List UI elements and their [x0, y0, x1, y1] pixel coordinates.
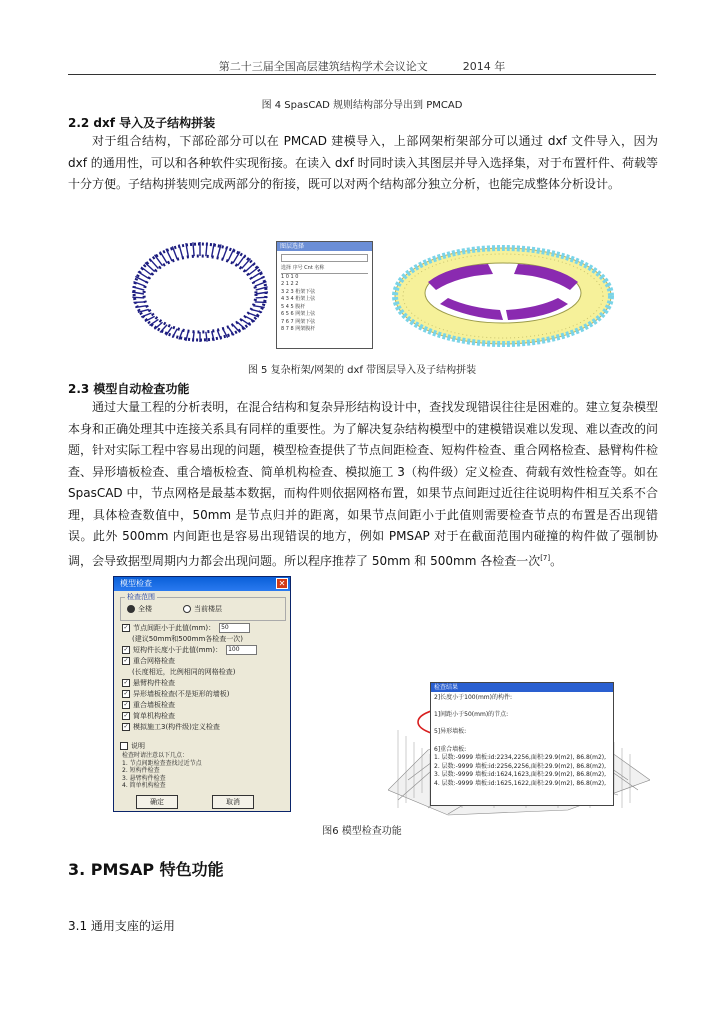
truss-member	[141, 313, 151, 317]
section-2-3-heading: 2.3 模型自动检查功能	[68, 382, 190, 396]
log-line: 5]异形墙板:	[434, 728, 467, 736]
check-item[interactable]: ✓ 异形墙板检查(不是矩形的墙板)	[123, 690, 230, 698]
figure5-layer-dialog	[276, 241, 373, 349]
truss-member	[217, 330, 221, 339]
checkbox-icon: ✓	[123, 712, 129, 719]
truss-member	[179, 244, 183, 257]
figure4-caption: 图 4 SpasCAD 规则结构部分导出到 PMCAD	[261, 100, 463, 111]
check-item[interactable]: ✓ 重合网格检查	[123, 657, 175, 665]
notes-list	[120, 752, 286, 790]
close-icon[interactable]: ✕	[276, 578, 288, 589]
layer-table-row[interactable]: 3 2 3 桁架下弦	[281, 288, 316, 295]
check-items	[122, 623, 286, 733]
checkbox-icon: ✓	[123, 723, 129, 730]
check-item[interactable]: ✓ 短构件长度小于此值(mm)： 100	[122, 645, 286, 656]
layer-table-row[interactable]: 6 5 6 网架上弦	[281, 311, 316, 317]
dialog-titlebar	[114, 577, 290, 591]
page-header	[0, 58, 724, 74]
layer-dialog-filter[interactable]	[281, 254, 368, 262]
radio-icon	[127, 605, 135, 613]
citation-7: [7]	[540, 553, 551, 562]
truss-member	[256, 297, 268, 298]
truss-member	[248, 267, 258, 275]
checkbox-icon: ✓	[123, 624, 129, 631]
figure6-caption: 图6 模型检查功能	[322, 826, 402, 837]
note-line: 4. 简单机构检查	[122, 782, 166, 789]
section-2-2-heading: 2.2 dxf 导入及子结构拼装	[68, 116, 216, 130]
ok-button[interactable]: 确定	[136, 795, 178, 809]
layer-table-row[interactable]: 1 0 1 0	[281, 273, 299, 280]
check-result-window	[430, 682, 614, 806]
truss-member	[132, 287, 144, 290]
check-item[interactable]: ✓ 节点间距小于此值(mm)： 50	[122, 623, 286, 634]
log-line: 2. 层数:-9999 墙板:id:2256,2256,面积:29.9(m2), 86.8(m2),	[434, 762, 607, 770]
result-log	[431, 692, 613, 791]
truss-member	[141, 267, 151, 275]
checkbox-icon	[120, 742, 128, 750]
note-line: 检查时请注意以下几点：	[122, 752, 189, 759]
truss-member	[160, 252, 167, 264]
truss-member	[132, 297, 144, 298]
log-line: 6]重合墙板:	[434, 745, 467, 753]
header-title: 第二十三届全国高层建筑结构学术会议论文	[218, 60, 428, 73]
checkbox-icon: ✓	[123, 657, 129, 664]
notes-toggle[interactable]: 说明	[120, 741, 286, 752]
log-line: 3. 层数:-9999 墙板:id:1624,1623,面积:29.9(m2), 86.8(m2),	[434, 771, 607, 779]
threshold-input[interactable]: 50	[219, 623, 250, 633]
check-item[interactable]: ✓ 重合墙板检查	[123, 701, 175, 709]
stadium-drawing	[395, 248, 611, 344]
scope-group-label: 检查范围	[127, 593, 155, 601]
truss-member	[138, 272, 149, 279]
result-window-title: 检查结果	[431, 683, 613, 692]
threshold-input[interactable]: 100	[226, 645, 257, 655]
layer-table	[281, 265, 368, 334]
figure5-ring-truss	[128, 236, 273, 348]
truss-member	[245, 316, 255, 321]
figure5-caption: 图 5 复杂桁架/网架的 dxf 带图层导入及子结构拼装	[247, 365, 477, 376]
layer-table-row[interactable]: 5 4 5 腹杆	[281, 303, 306, 310]
checkbox-icon: ✓	[123, 646, 129, 653]
section-2-3-text: 通过大量工程的分析表明，在混合结构和复杂异形结构设计中，查找发现错误往往是困难的。建立复杂模型本身和正确处理其中连接关系具有同样的重要性。为了解决复杂结构模型中的建模错误难以发现、难以查改的问题，针对实际工程中容易出现的问题，模型检查提供了节点间距检查、短构件检查、重合网格检查、悬臂构件检查、异形墙板检查、重合墙板检查、简单机构检查、模拟施工 3（构件级）定义检查、荷载有效性检查等。如在 SpasCAD 中，节点网格是最基本数据，而构件则依据网格布置，如果节点间距过近往往说明构件相互关系不合理，具体检查数值中，50mm 是节点归并的距离，如果节点间距小于此值则需要检查节点的布置是否出现错误。此外 500mm 内间距也是容易出现错误的地方，例如 PMSAP 对于在截面范围内碰撞的构件做了强制协调，会导致据型周期内力都会出现问题。所以程序推荐了 50mm 和 500mm 各检查一次[7]。	[68, 400, 658, 568]
check-item[interactable]: (建议50mm和500mm各检查一次)	[132, 635, 244, 643]
section-3-heading: 3. PMSAP 特色功能	[68, 860, 224, 879]
header-rule	[68, 74, 656, 75]
truss-member	[233, 252, 240, 264]
log-line: 4. 层数:-9999 墙板:id:1625,1622,面积:29.9(m2), 86.8(m2),	[434, 779, 607, 787]
truss-member	[154, 255, 162, 266]
radio-all[interactable]: 全楼	[127, 604, 152, 615]
radio-current[interactable]: 当前楼层	[183, 604, 222, 615]
section-2-2-text: 对于组合结构，下部砼部分可以在 PMCAD 建模导入，上部网架桁架部分可以通过 dxf 文件导入，因为 dxf 的通用性，可以和各种软件实现衔接。在读入 dxf 时同时读入其图层并导入选择集，对于布置杆件、荷载等十分方便。子结构拼装则完成两部分的衔接，既可以对两个结构部分独立分析，也能完成整体分析设计。	[68, 134, 658, 191]
check-item[interactable]: (长度相近，比例相同的网格检查)	[132, 668, 236, 676]
truss-member	[237, 255, 245, 266]
scope-group	[120, 593, 286, 621]
layer-table-header: 选择 序号 Cnt 名称	[281, 265, 368, 274]
note-line: 3. 悬臂构件检查	[122, 774, 166, 782]
log-line	[434, 737, 610, 746]
note-line: 1. 节点间距检查查找过近节点	[122, 759, 202, 767]
radio-icon	[183, 605, 191, 613]
header-year: 2014 年	[462, 60, 506, 73]
check-item[interactable]: ✓ 简单机构检查	[123, 712, 175, 720]
layer-dialog-title: 图层选择	[277, 242, 372, 251]
truss-member	[193, 242, 194, 256]
dialog-title: 模型检查	[120, 579, 152, 588]
truss-member	[149, 319, 158, 325]
log-line: 2]长度小于100(mm)的构件:	[434, 694, 513, 701]
cancel-button[interactable]: 取消	[212, 795, 254, 809]
truss-member	[253, 306, 264, 308]
model-check-dialog	[113, 576, 291, 812]
layer-table-row[interactable]: 8 7 8 网架腹杆	[281, 326, 316, 332]
truss-member	[237, 322, 245, 329]
log-line	[434, 703, 610, 712]
truss-member	[160, 325, 167, 333]
layer-table-row[interactable]: 4 3 4 桁架上弦	[281, 296, 316, 302]
section-3-1-heading: 3.1 通用支座的运用	[68, 919, 175, 933]
layer-table-row[interactable]: 2 1 2 2	[281, 281, 299, 287]
log-line: 1]间距小于50(mm)的节点:	[434, 711, 509, 719]
truss-member	[149, 259, 158, 269]
truss-member	[132, 292, 144, 294]
ring-truss-drawing	[134, 244, 266, 340]
notes-area	[120, 741, 286, 790]
check-item[interactable]: ✓ 模拟施工3(构件级)定义检查	[123, 723, 220, 731]
truss-member	[206, 332, 207, 342]
layer-table-row[interactable]: 7 6 7 网架下弦	[281, 318, 316, 325]
truss-member	[242, 259, 251, 269]
checkbox-icon: ✓	[123, 690, 129, 697]
note-line: 2. 短构件检查	[122, 767, 160, 774]
check-item[interactable]: ✓ 悬臂构件检查	[123, 679, 175, 687]
truss-member	[206, 242, 207, 256]
log-line: 1. 层数:-9999 墙板:id:2234,2256,面积:29.9(m2), 86.8(m2),	[434, 754, 607, 762]
truss-member	[251, 309, 262, 312]
figure5-stadium-model	[388, 238, 618, 350]
checkbox-icon: ✓	[123, 679, 129, 686]
checkbox-icon: ✓	[123, 701, 129, 708]
